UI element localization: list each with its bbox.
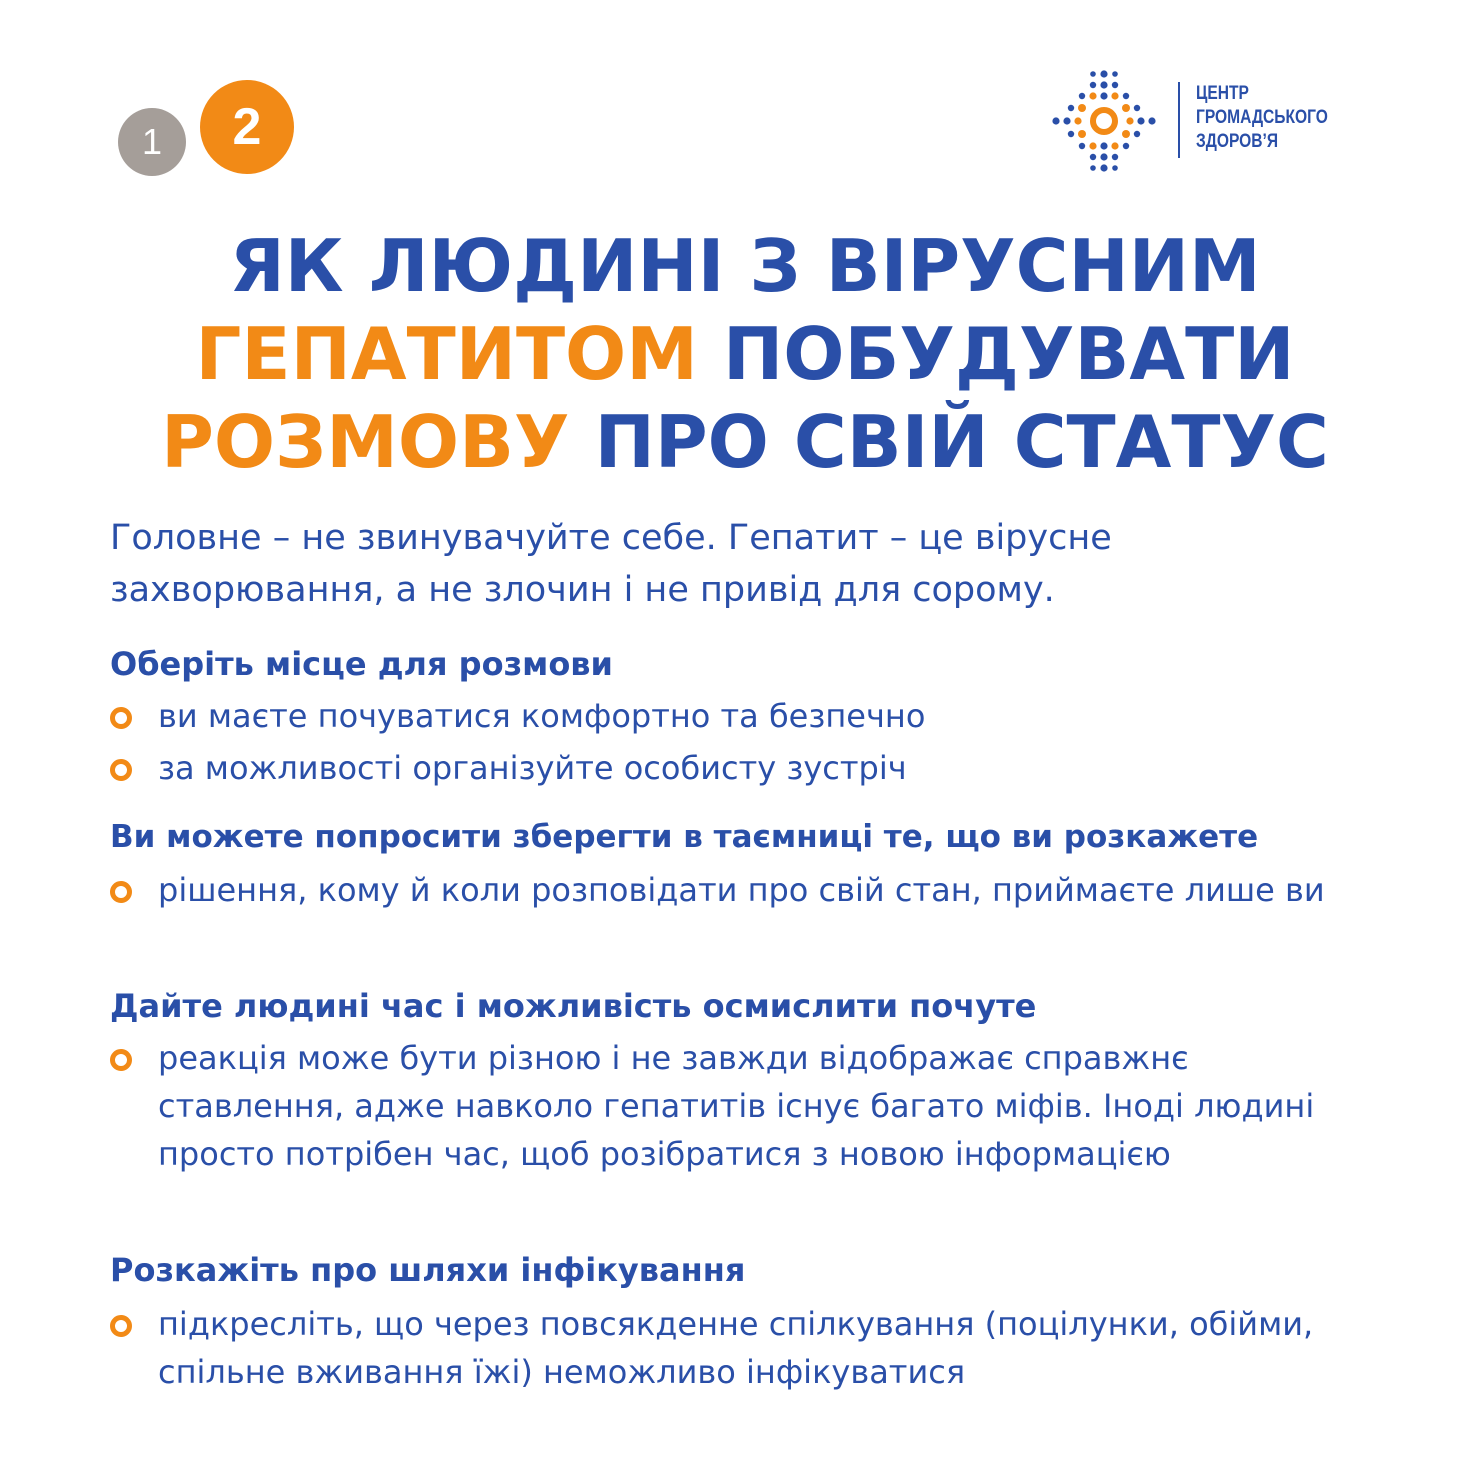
intro-text: Головне – не звинувачуйте себе. Гепатит – це вірусне захворювання, а не злочин і не привід для сорому.	[110, 518, 1112, 610]
logo-divider	[1178, 82, 1180, 158]
title-line-1: ЯК ЛЮДИНІ З ВІРУСНИМ	[229, 224, 1261, 308]
bullet-icon	[110, 707, 132, 729]
organization-name	[1196, 82, 1328, 154]
list-item	[110, 1034, 1360, 1178]
bullet-list	[110, 1300, 1360, 1400]
bullet-text: за можливості організуйте особисту зустріч	[158, 749, 907, 787]
organization-logo	[1050, 68, 1370, 174]
org-name-line-1: ЦЕНТР	[1196, 83, 1249, 104]
section-heading: Оберіть місце для розмови	[110, 645, 613, 683]
list-item	[110, 1300, 1360, 1396]
title-line-2-rest: ПОБУДУВАТИ	[697, 312, 1295, 396]
bullet-list	[110, 1034, 1360, 1182]
bullet-text: підкресліть, що через повсякденне спілкування (поцілунки, обійми, спільне вживання їжі) неможливо інфікуватися	[158, 1305, 1314, 1391]
bullet-text: реакція може бути різною і не завжди відображає справжнє ставлення, адже навколо гепатитів існує багато міфів. Іноді людині просто потрібен час, щоб розібратися з новою інформацією	[158, 1039, 1315, 1173]
list-item	[110, 744, 1360, 792]
title-line-3-rest: ПРО СВІЙ СТАТУС	[569, 400, 1329, 484]
title-accent-1: ГЕПАТИТОМ	[195, 312, 698, 396]
list-item	[110, 692, 1360, 740]
org-name-line-3: ЗДОРОВ’Я	[1196, 131, 1279, 152]
bullet-text: ви маєте почуватися комфортно та безпечно	[158, 697, 926, 735]
list-item	[110, 866, 1360, 914]
org-name-line-2: ГРОМАДСЬКОГО	[1196, 107, 1328, 128]
dotted-diamond-logo-icon	[1050, 68, 1160, 174]
section-heading: Ви можете попросити зберегти в таємниці те, що ви розкажете	[110, 819, 1259, 855]
page-title	[100, 222, 1390, 486]
bullet-list	[110, 866, 1360, 918]
page-1-indicator[interactable]: 1	[118, 108, 186, 176]
bullet-icon	[110, 1315, 132, 1337]
section-heading: Дайте людині час і можливість осмислити почуте	[110, 987, 1037, 1025]
section-heading: Розкажіть про шляхи інфікування	[110, 1251, 746, 1289]
bullet-icon	[110, 759, 132, 781]
bullet-text: рішення, кому й коли розповідати про свій стан, приймаєте лише ви	[158, 871, 1325, 909]
bullet-icon	[110, 1049, 132, 1071]
bullet-list	[110, 692, 1360, 796]
page-indicator	[118, 80, 308, 180]
page-2-indicator[interactable]: 2	[200, 80, 294, 174]
bullet-icon	[110, 881, 132, 903]
title-accent-2: РОЗМОВУ	[161, 400, 570, 484]
